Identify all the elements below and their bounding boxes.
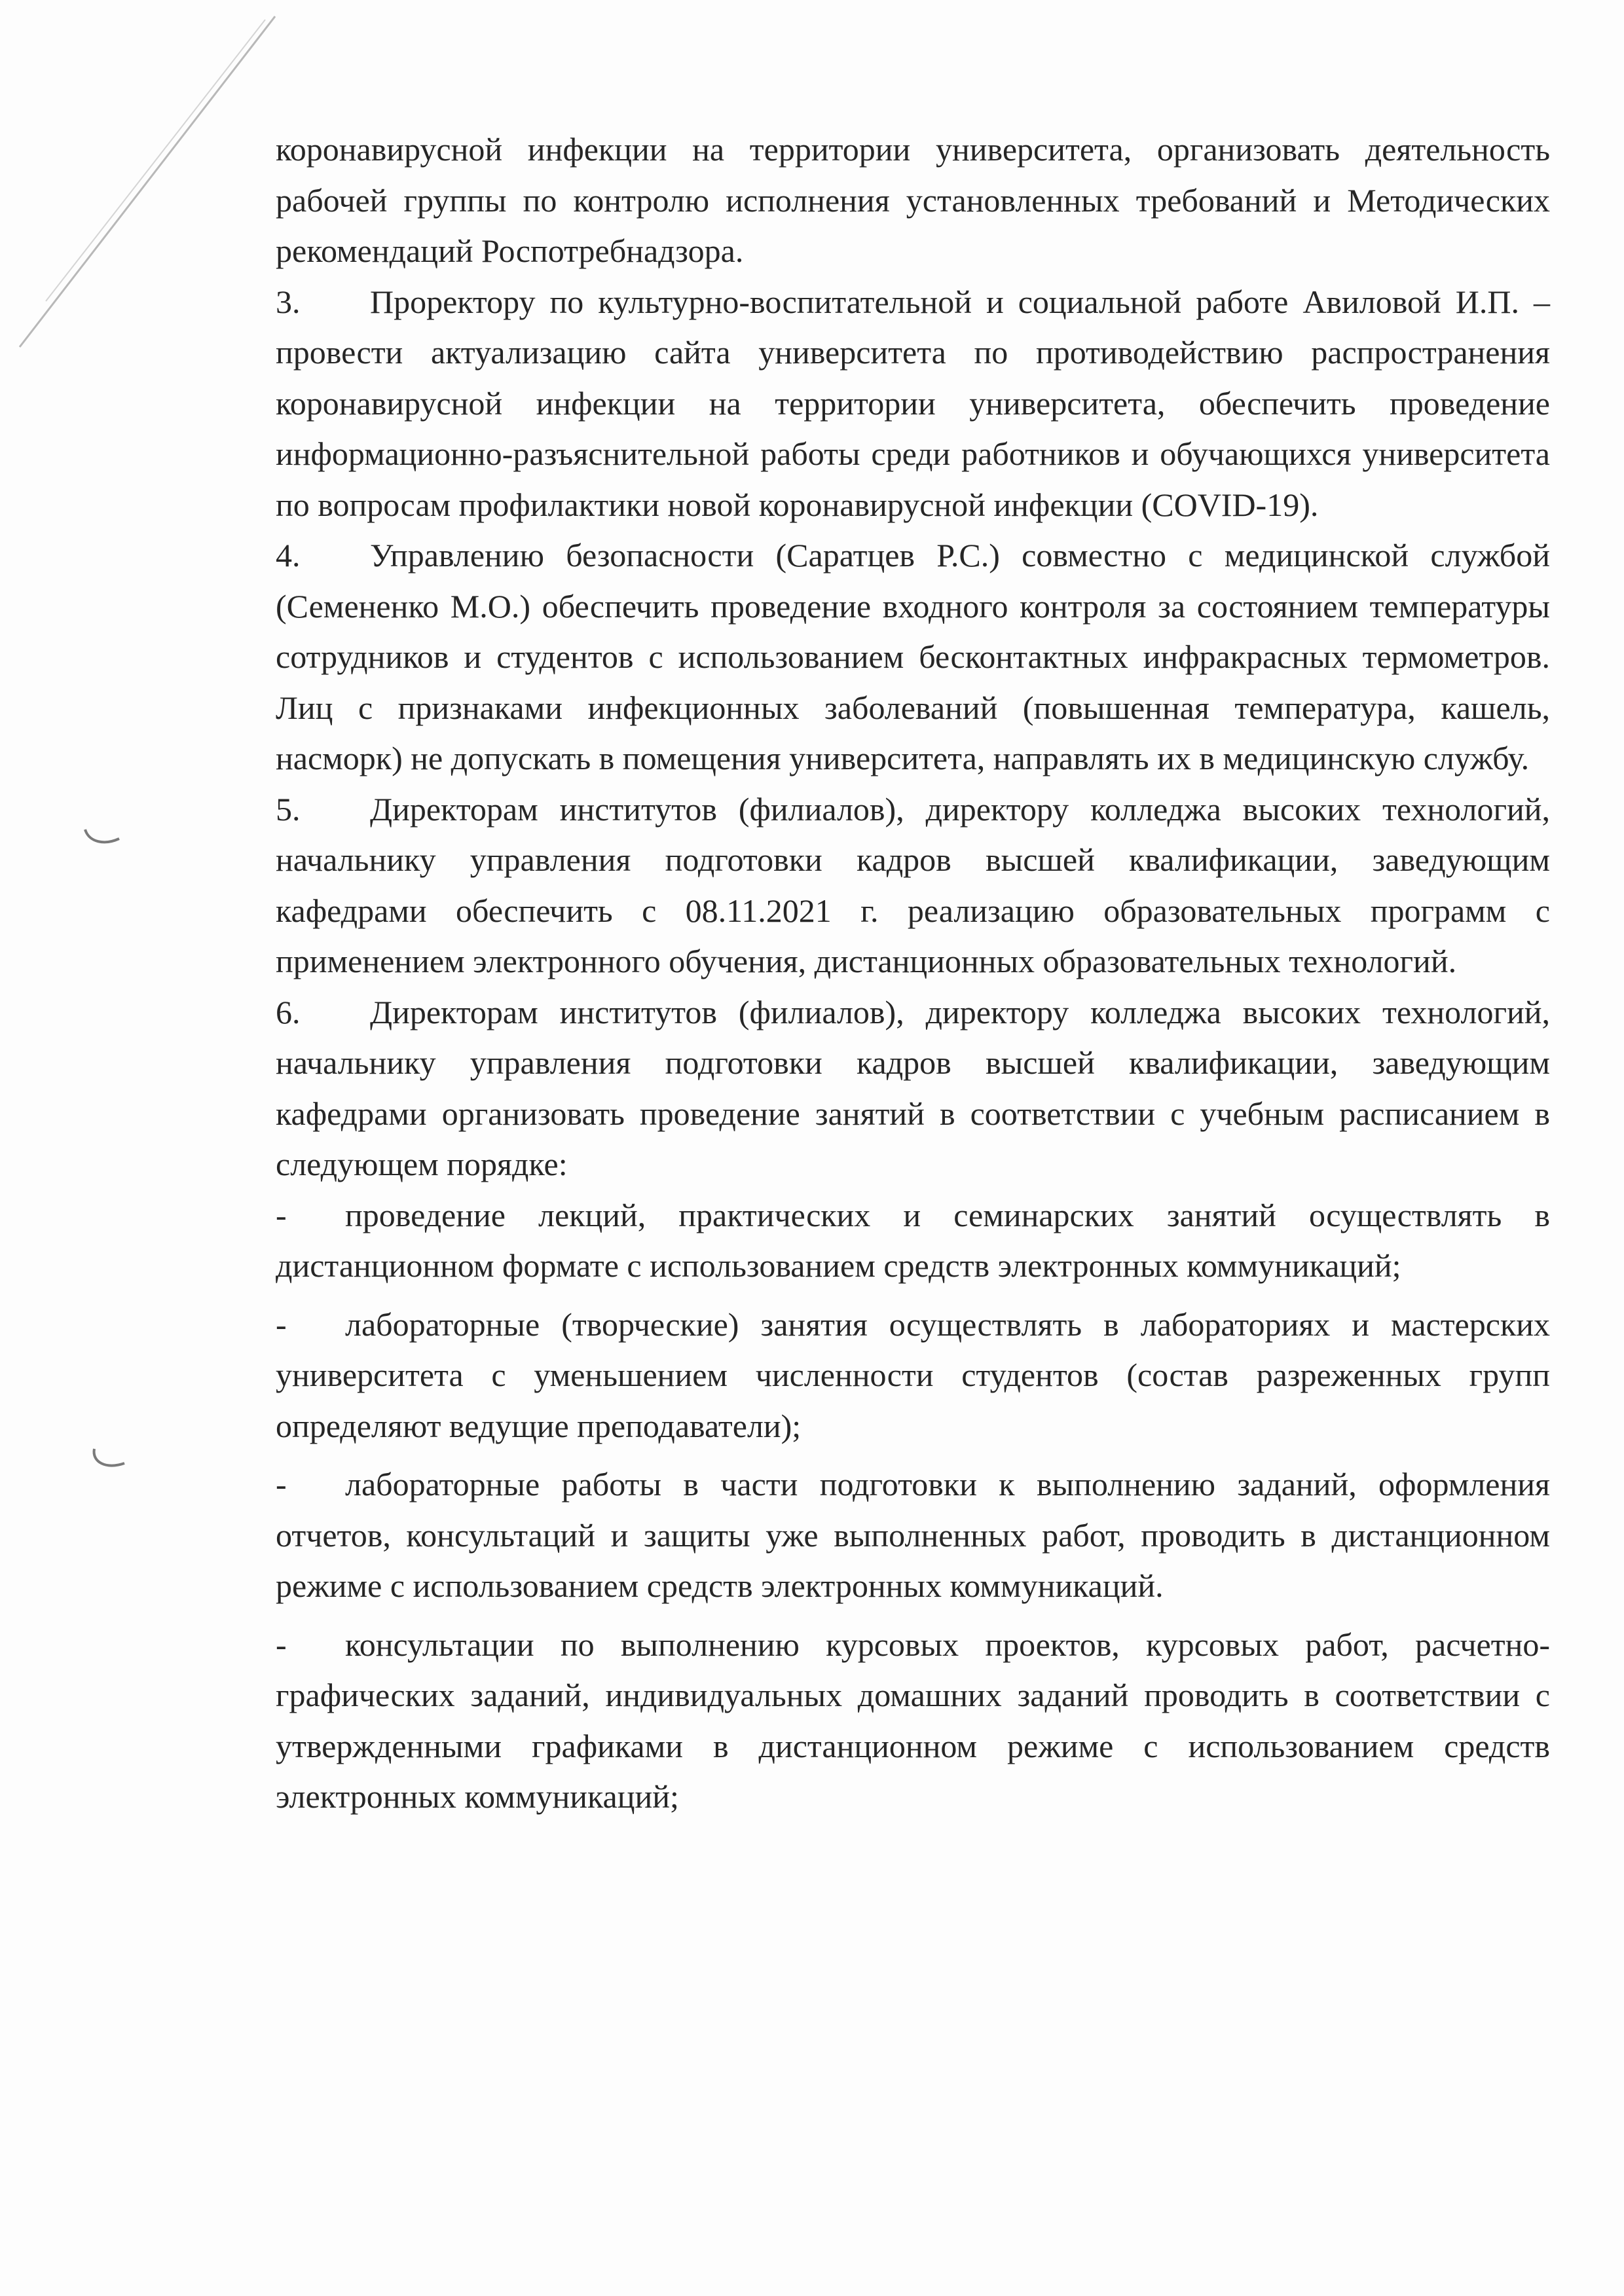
item-text: Директорам институтов (филиалов), директору колледжа высоких технологий, начальнику управления подготовки кадров высшей квалификации, заведующим кафедрами обеспечить с 08.11.2021 г. реализацию образовательных программ с применением электронного обучения, дистанционных образовательных технологий. [276,790,1550,979]
numbered-item-4 [276,530,1550,784]
bullet-text: консультации по выполнению курсовых проектов, курсовых работ, расчетно-графических заданий, индивидуальных домашних заданий проводить в соответствии с утвержденными графиками в дистанционном режиме с использованием средств электронных коммуникаций; [276,1626,1550,1815]
numbered-item-5 [276,784,1550,987]
scan-streak-mark [7,13,282,354]
item-number: 4. [276,537,301,574]
bullet-text: лабораторные (творческие) занятия осуществлять в лабораториях и мастерских университета с уменьшением численности студентов (состав разреженных групп определяют ведущие преподаватели); [276,1305,1550,1444]
bullet-marker: - [276,1305,287,1343]
bullet-marker: - [276,1466,287,1503]
bullet-text: лабораторные работы в части подготовки к выполнению заданий, оформления отчетов, консультаций и защиты уже выполненных работ, проводить в дистанционном режиме с использованием средств электронных коммуникаций. [276,1466,1550,1604]
numbered-item-6 [276,987,1550,1190]
bullet-marker: - [276,1626,287,1663]
punch-hole-mark [79,822,124,854]
item-number: 3. [276,283,301,320]
intro-paragraph: коронавирусной инфекции на территории университета, организовать деятельность рабочей группы по контролю исполнения установленных требований и Методических рекомендаций Роспотребнадзора. [276,131,1550,269]
punch-hole-mark [85,1444,131,1476]
item-number: 6. [276,993,301,1030]
document-body [276,124,1550,1823]
item-text: Управлению безопасности (Саратцев Р.С.) совместно с медицинской службой (Семененко М.О.) обеспечить проведение входного контроля за состоянием температуры сотрудников и студентов с использованием бесконтактных инфракрасных термометров. Лиц с признаками инфекционных заболеваний (повышенная температура, кашель, насморк) не допускать в помещения университета, направлять их в медицинскую службу. [276,537,1550,776]
bullet-item [276,1190,1550,1292]
numbered-item-3 [276,277,1550,531]
bullet-item [276,1620,1550,1823]
bullet-item [276,1300,1550,1452]
item-number: 5. [276,790,301,828]
item-text: Проректору по культурно-воспитательной и социальной работе Авиловой И.П. – провести актуализацию сайта университета по противодействию распространения коронавирусной инфекции на территории университета, обеспечить проведение информационно-разъяснительной работы среди работников и обучающихся университета по вопросам профилактики новой коронавирусной инфекции (COVID-19). [276,283,1550,523]
bullet-item [276,1459,1550,1612]
bullet-text: проведение лекций, практических и семинарских занятий осуществлять в дистанционном формате с использованием средств электронных коммуникаций; [276,1196,1550,1284]
bullet-marker: - [276,1196,287,1233]
item-text: Директорам институтов (филиалов), директору колледжа высоких технологий, начальнику управления подготовки кадров высшей квалификации, заведующим кафедрами организовать проведение занятий в соответствии с учебным расписанием в следующем порядке: [276,993,1550,1182]
